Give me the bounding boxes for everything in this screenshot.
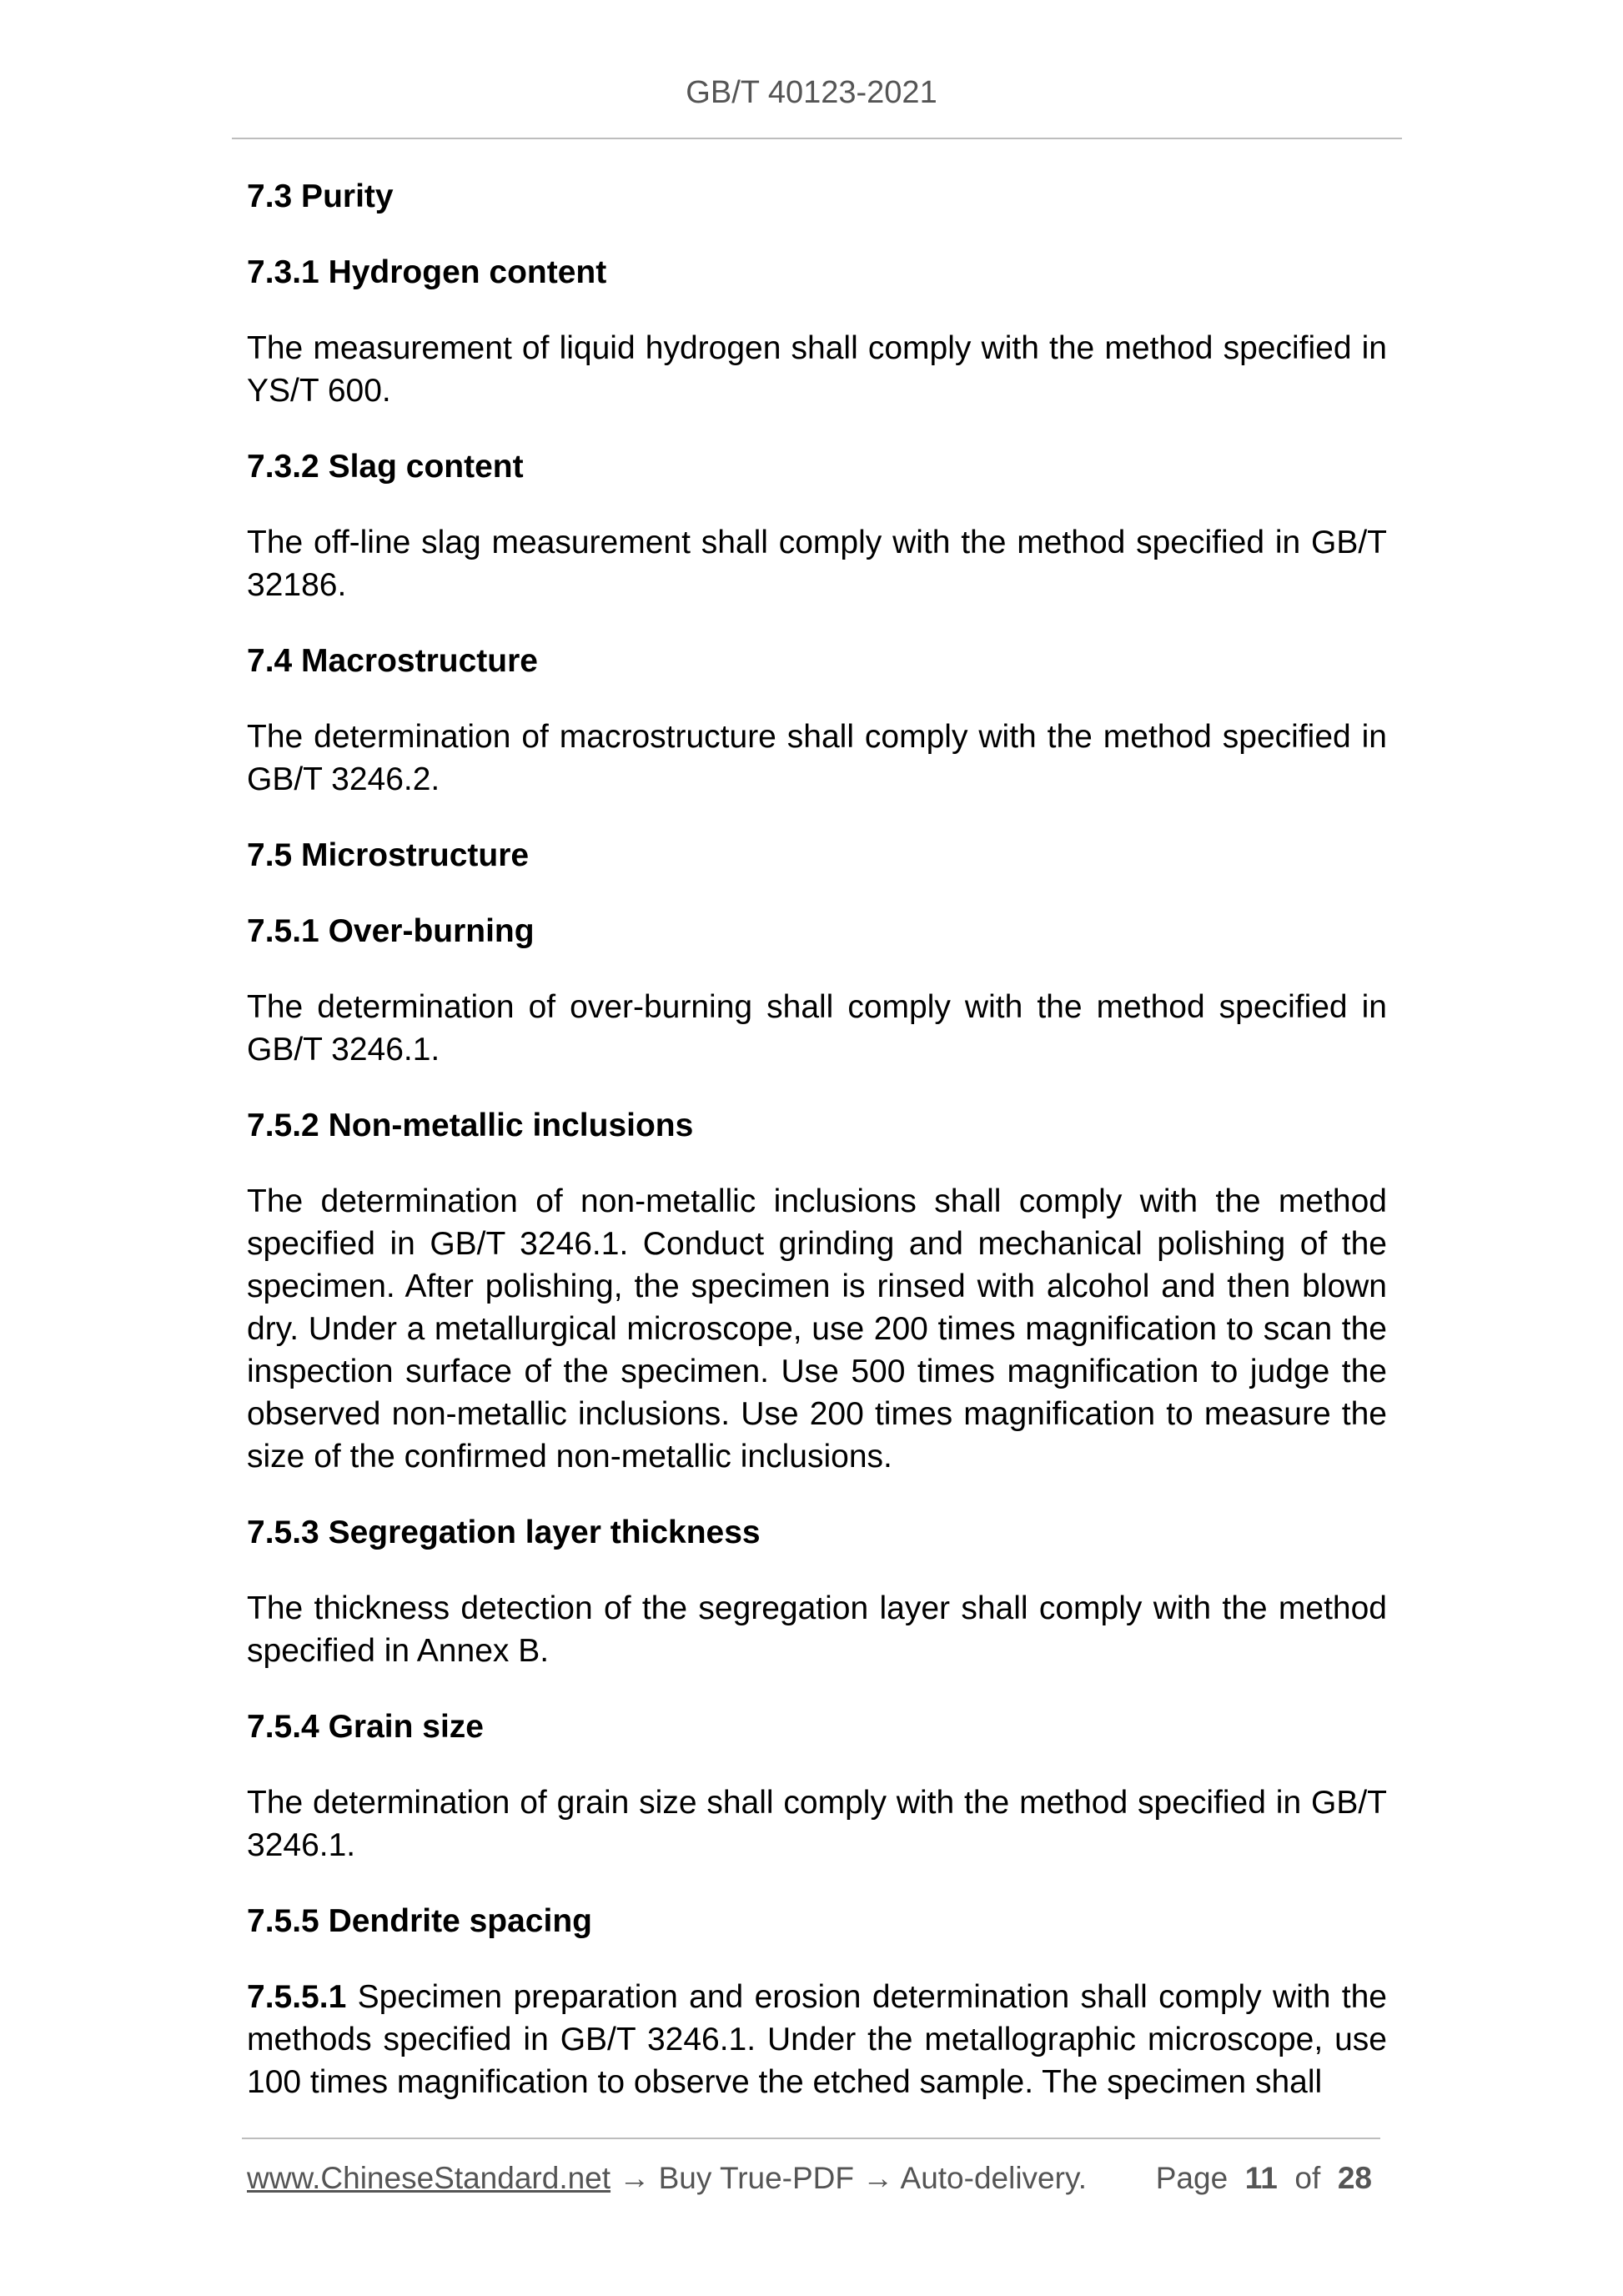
page-current: 11 <box>1244 2161 1278 2195</box>
header-divider <box>232 138 1402 139</box>
section-heading: 7.5 Microstructure <box>247 837 530 873</box>
page-label: Page <box>1155 2161 1229 2195</box>
section-heading: 7.5.1 Over-burning <box>247 913 535 949</box>
section-paragraph: The determination of over-burning shall comply with the method specified in GB/T 3246.1. <box>247 989 1387 1068</box>
footer-divider <box>242 2138 1380 2139</box>
section-heading: 7.5.5 Dendrite spacing <box>247 1903 592 1939</box>
clause-number: 7.5.5.1 <box>247 1979 347 2015</box>
section-heading: 7.3.2 Slag content <box>247 449 524 485</box>
section-paragraph: The determination of grain size shall comply with the method specified in GB/T 3246.1. <box>247 1785 1387 1863</box>
section-paragraph: The measurement of liquid hydrogen shall comply with the method specified in YS/T 600. <box>247 330 1387 409</box>
page-indicator <box>1156 2159 1372 2198</box>
clause-paragraph <box>247 1976 1387 2103</box>
footer-tagline: → Buy True-PDF → Auto-delivery. <box>611 2161 1087 2195</box>
section-paragraph: The off-line slag measurement shall comply with the method specified in GB/T 32186. <box>247 525 1387 603</box>
page-total: 28 <box>1337 2161 1372 2195</box>
document-footer <box>247 2159 1381 2198</box>
page-of-label: of <box>1294 2161 1321 2195</box>
section-heading: 7.3.1 Hydrogen content <box>247 254 607 290</box>
section-paragraph: The thickness detection of the segregation layer shall comply with the method specified in Annex B. <box>247 1590 1387 1669</box>
document-header: GB/T 40123-2021 <box>686 75 937 110</box>
section-paragraph: The determination of non-metallic inclusions shall comply with the method specified in GB/T 3246.1. Conduct grinding and mechanical polishing of the specimen. After polishing, the specimen is rinsed with alcohol and then blown dry. Under a metallurgical microscope, use 200 times magnification to scan the inspection surface of the specimen. Use 500 times magnification to judge the observed non-metallic inclusions. Use 200 times magnification to measure the size of the confirmed non-metallic inclusions. <box>247 1183 1387 1475</box>
clause-text: Specimen preparation and erosion determination shall comply with the methods specified in GB/T 3246.1. Under the metallographic microscope, use 100 times magnification to observe the etched sample. The specimen shall <box>247 1979 1387 2100</box>
section-paragraph: The determination of macrostructure shall comply with the method specified in GB/T 3246.2. <box>247 719 1387 797</box>
section-heading: 7.5.3 Segregation layer thickness <box>247 1515 761 1550</box>
section-heading: 7.4 Macrostructure <box>247 643 538 679</box>
section-heading: 7.3 Purity <box>247 178 394 214</box>
section-heading: 7.5.4 Grain size <box>247 1709 484 1745</box>
website-link[interactable]: www.ChineseStandard.net <box>247 2161 611 2195</box>
section-heading: 7.5.2 Non-metallic inclusions <box>247 1108 694 1143</box>
document-body <box>247 175 1387 2137</box>
